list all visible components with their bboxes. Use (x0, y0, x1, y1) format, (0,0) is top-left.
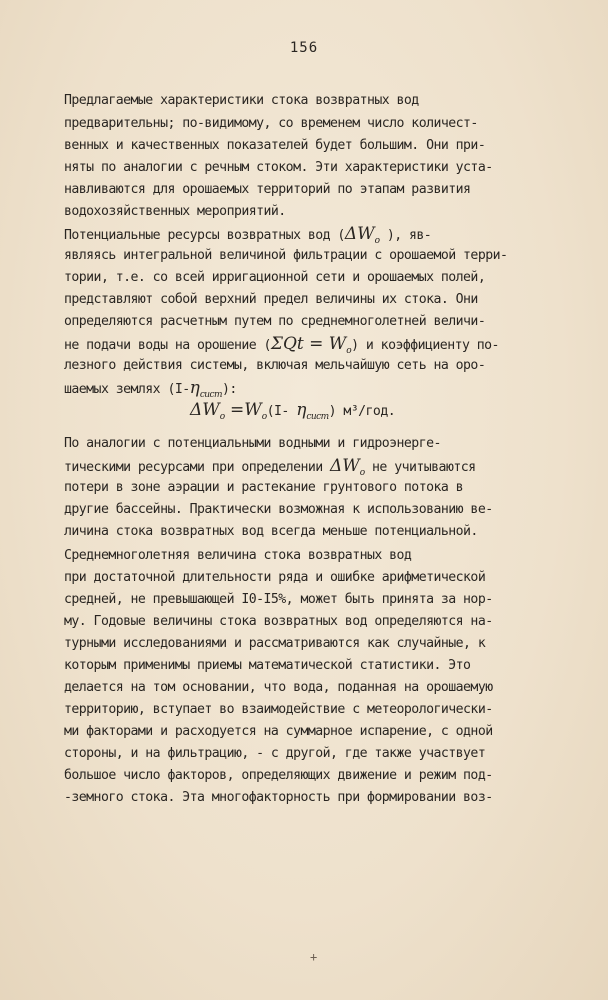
text-segment: ) и коэффициенту по- (351, 338, 499, 353)
text-line-with-symbol (64, 333, 499, 355)
sum-formula: ΣQt = W (270, 334, 347, 354)
symbol-subscript: o (374, 236, 380, 246)
text-line: Среднемноголетняя величина стока возвратных вод (64, 548, 412, 563)
formula (190, 399, 395, 421)
text-line: являясь интегральной величиной фильтрации с орошаемой терри- (64, 248, 508, 263)
text-segment: тическими ресурсами при определении (64, 460, 323, 475)
symbol-subscript: сист (306, 412, 329, 422)
text-line: венных и качественных показателей будет большим. Они при- (64, 138, 486, 153)
text-line: при достаточной длительности ряда и ошибке арифметической (64, 570, 486, 585)
text-line: навливаются для орошаемых территорий по этапам развития (64, 182, 471, 197)
text-line: определяются расчетным путем по среднемноголетней величи- (64, 314, 486, 329)
text-line: большое число факторов, определяющих движение и режим под- (64, 768, 493, 783)
text-line: По аналогии с потенциальными водными и гидроэнерге- (64, 436, 441, 451)
text-line: тории, т.е. со всей ирригационной сети и орошаемых полей, (64, 270, 486, 285)
text-line-with-symbol (64, 377, 237, 399)
text-line: территорию, вступает во взаимодействие с метеорологически- (64, 702, 493, 717)
text-segment: шаемых землях (I- (64, 382, 190, 397)
delta-w-symbol: ΔW (330, 456, 360, 476)
text-line: делается на том основании, что вода, поданная на орошаемую (64, 680, 493, 695)
text-line: турными исследованиями и рассматриваются как случайные, к (64, 636, 486, 651)
text-segment: не подачи воды на орошение ( (64, 338, 271, 353)
text-line: другие бассейны. Практически возможная к использованию ве- (64, 502, 493, 517)
symbol-subscript: o (346, 346, 352, 356)
text-segment: (I- (266, 404, 297, 419)
text-line: ми факторами и расходуется на суммарное испарение, с одной (64, 724, 493, 739)
text-segment: ), яв- (379, 228, 432, 243)
text-line: предварительны; по-видимому, со временем число количест- (64, 116, 478, 131)
bottom-mark: + (310, 950, 318, 964)
text-line: -земного стока. Эта многофакторность при формировании воз- (64, 790, 493, 805)
symbol-subscript: o (359, 468, 365, 478)
text-line: Предлагаемые характеристики стока возвратных вод (64, 93, 419, 108)
page-number: 156 (289, 40, 319, 56)
delta-w-symbol: ΔW (190, 400, 220, 420)
text-line: средней, не превышающей I0-I5%, может быть принята за нор- (64, 592, 493, 607)
text-line-with-symbol (64, 223, 431, 245)
text-line: лезного действия системы, включая мельчайшую сеть на оро- (64, 358, 486, 373)
w-symbol: =W (224, 400, 262, 420)
symbol-subscript: o (261, 412, 267, 422)
delta-w-symbol: ΔW (344, 224, 375, 244)
text-line: личина стока возвратных вод всегда меньше потенциальной. (64, 524, 478, 539)
text-line: водохозяйственных мероприятий. (64, 204, 286, 219)
symbol-subscript: сист (199, 390, 223, 400)
text-segment: Потенциальные ресурсы возвратных вод ( (64, 228, 345, 243)
text-line: стороны, и на фильтрацию, - с другой, где также участвует (64, 746, 486, 761)
text-line: му. Годовые величины стока возвратных вод определяются на- (64, 614, 493, 629)
eta-symbol: η (189, 378, 200, 398)
text-line: которым применимы приемы математической статистики. Это (64, 658, 471, 673)
text-line: няты по аналогии с речным стоком. Эти характеристики уста- (64, 160, 493, 175)
text-line: потери в зоне аэрации и растекание грунтового потока в (64, 480, 464, 495)
text-segment: ): (222, 382, 237, 397)
text-segment: ) м³/год. (328, 404, 396, 419)
text-line-with-symbol (64, 455, 476, 477)
text-line: представляют собой верхний предел величины их стока. Они (64, 292, 478, 307)
symbol-subscript: o (219, 412, 225, 422)
text-segment: не учитываются (364, 460, 476, 475)
eta-symbol: η (296, 400, 307, 420)
